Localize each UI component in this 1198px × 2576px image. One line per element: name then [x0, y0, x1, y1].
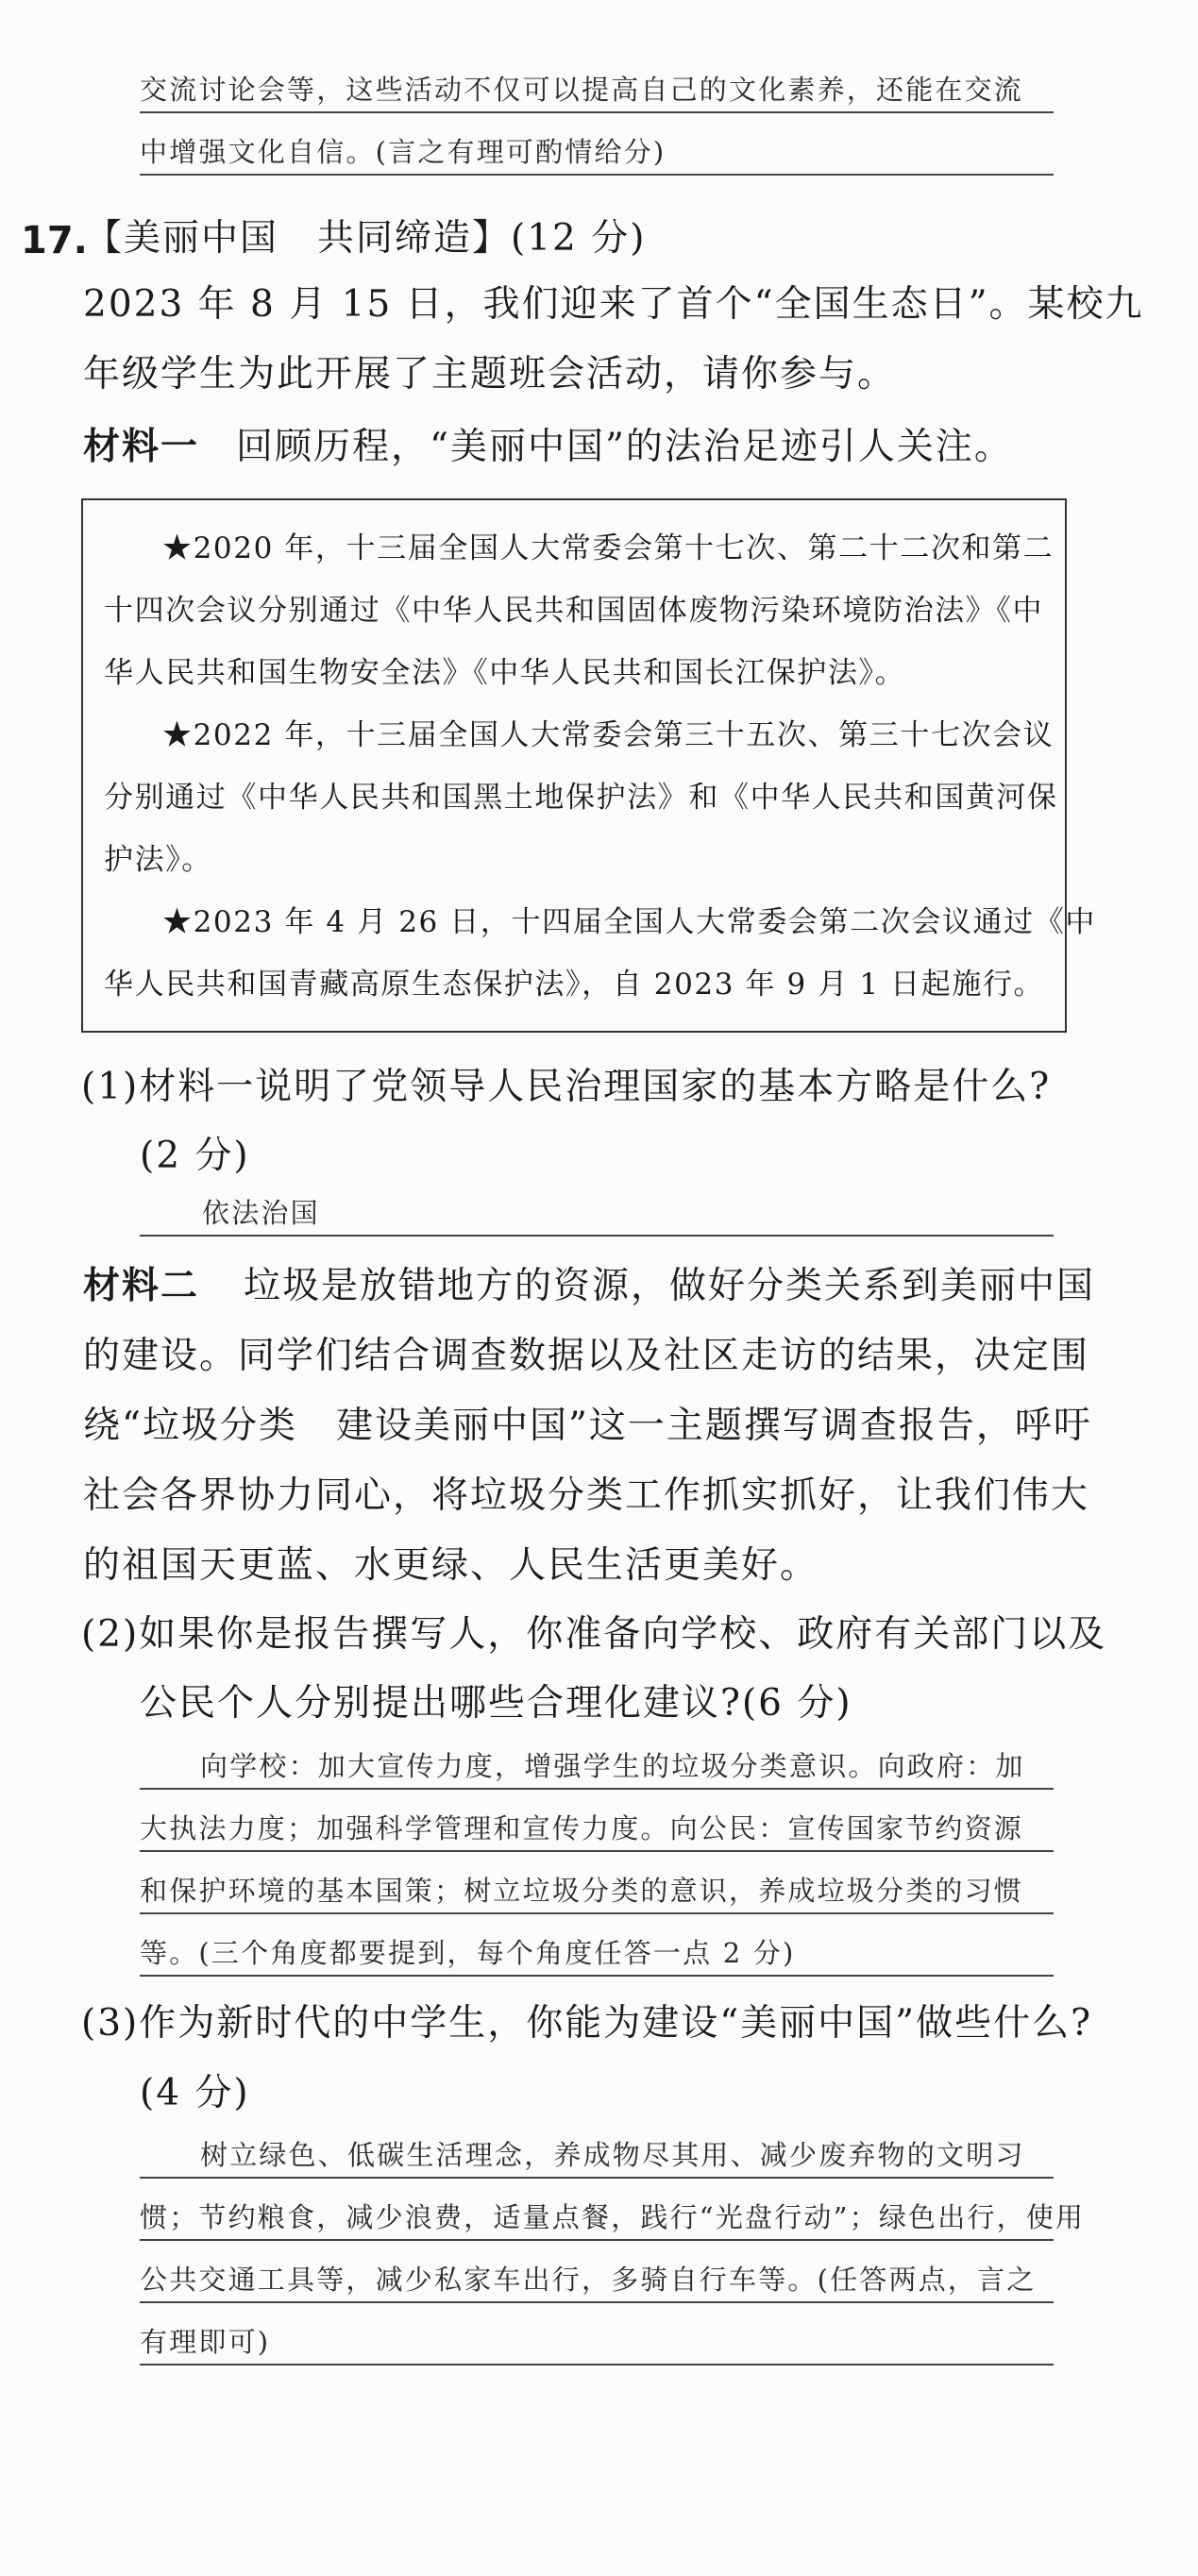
material2-line: 的祖国天更蓝、水更绿、人民生活更美好。 — [83, 1544, 819, 1587]
answer-line: 中增强文化自信。(言之有理可酌情给分) — [140, 113, 1054, 176]
answer-line: 公共交通工具等，减少私家车出行，多骑自行车等。(任答两点，言之 — [140, 2241, 1054, 2303]
q3-answer — [140, 2116, 1086, 2366]
material1-box — [81, 498, 1096, 1033]
q2-prompt: 公民个人分别提出哪些合理化建议?(6 分) — [140, 1682, 852, 1725]
box-line: ★2023 年 4 月 26 日，十四届全国人大常委会第二次会议通过《中 — [162, 905, 1096, 939]
material1-text: 回顾历程，“美丽中国”的法治足迹引人关注。 — [236, 426, 1013, 468]
material2-line: 绕“垃圾分类 建设美丽中国”这一主题撰写调查报告，呼吁 — [83, 1405, 1092, 1447]
q2-prompt: (2)如果你是报告撰写人，你准备向学校、政府有关部门以及 — [81, 1613, 1107, 1656]
material1-label: 材料一 — [83, 426, 200, 468]
box-line: 十四次会议分别通过《中华人民共和国固体废物污染环境防治法》《中 — [104, 594, 1044, 628]
q1-answer — [140, 1174, 1054, 1237]
answer-line: 惯；节约粮食，减少浪费，适量点餐，践行“光盘行动”；绿色出行，使用 — [140, 2179, 1054, 2241]
q1-points: (2 分) — [140, 1135, 250, 1177]
answer-line: 向学校：加大宣传力度，增强学生的垃圾分类意识。向政府：加 — [140, 1727, 1054, 1790]
answer-line: 交流讨论会等，这些活动不仅可以提高自己的文化素养，还能在交流 — [140, 51, 1054, 113]
q1-prompt: (1)材料一说明了党领导人民治理国家的基本方略是什么? — [81, 1066, 1052, 1108]
material2-label: 材料二 — [83, 1265, 200, 1307]
answer-line: 等。(三个角度都要提到，每个角度任答一点 2 分) — [140, 1914, 1054, 1977]
box-line: ★2020 年，十三届全国人大常委会第十七次、第二十二次和第二 — [162, 531, 1055, 565]
box-line: 华人民共和国生物安全法》《中华人民共和国长江保护法》。 — [104, 656, 906, 690]
answer-line: 和保护环境的基本国策；树立垃圾分类的意识，养成垃圾分类的习惯 — [140, 1852, 1054, 1914]
answer-line: 大执法力度；加强科学管理和宣传力度。向公民：宣传国家节约资源 — [140, 1790, 1054, 1852]
box-line: 护法》。 — [104, 843, 212, 877]
box-line: ★2022 年，十三届全国人大常委会第三十五次、第三十七次会议 — [162, 718, 1055, 752]
q2-answer — [140, 1727, 1054, 1977]
box-line: 分别通过《中华人民共和国黑土地保护法》和《中华人民共和国黄河保 — [104, 781, 1058, 815]
intro-line: 2023 年 8 月 15 日，我们迎来了首个“全国生态日”。某校九 — [83, 283, 1144, 326]
material2-line: 的建设。同学们结合调查数据以及社区走访的结果，决定围 — [83, 1335, 1090, 1377]
material2-line: 垃圾是放错地方的资源，做好分类关系到美丽中国 — [244, 1265, 1096, 1307]
material2-line: 社会各界协力同心，将垃圾分类工作抓实抓好，让我们伟大 — [83, 1474, 1090, 1517]
box-line: 华人民共和国青藏高原生态保护法》，自 2023 年 9 月 1 日起施行。 — [104, 968, 1045, 1002]
previous-answer — [140, 51, 1054, 176]
answer-line: 有理即可) — [140, 2303, 1054, 2366]
q3-points: (4 分) — [140, 2072, 250, 2114]
question-title: 【美丽中国 共同缔造】(12 分) — [85, 217, 647, 260]
question-number: 17. — [21, 219, 88, 262]
answer-line: 树立绿色、低碳生活理念，养成物尽其用、减少废弃物的文明习 — [140, 2116, 1054, 2179]
answer-line: 依法治国 — [140, 1174, 1054, 1237]
q3-prompt: (3)作为新时代的中学生，你能为建设“美丽中国”做些什么? — [81, 2002, 1093, 2045]
intro-line: 年级学生为此开展了主题班会活动，请你参与。 — [83, 353, 897, 396]
